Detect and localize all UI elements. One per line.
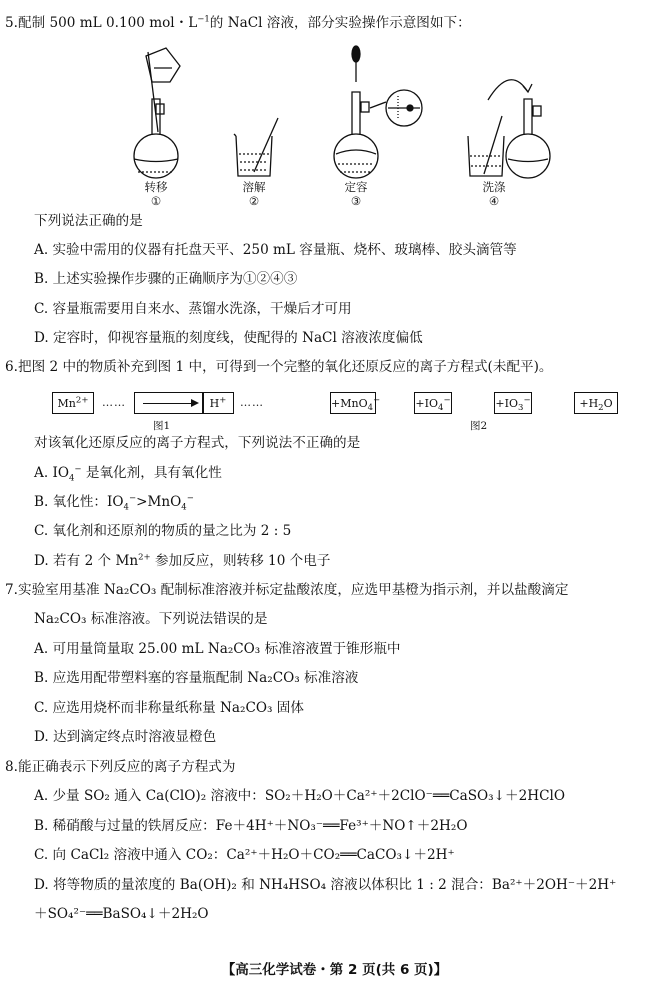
q8-option-c: C. 向 CaCl₂ 溶液中通入 CO₂：Ca²⁺＋H₂O＋CO₂══CaCO₃↓＋2H⁺ <box>34 847 455 863</box>
q6-option-c: C. 氧化剂和还原剂的物质的量之比为 2 : 5 <box>34 523 292 539</box>
q5-option-a: A. 实验中需用的仪器有托盘天平、250 mL 容量瓶、烧杯、玻璃棒、胶头滴管等 <box>34 242 517 258</box>
step4-label: 洗涤 ④ <box>482 180 506 208</box>
q7-option-b: B. 应选用配带塑料塞的容量瓶配制 Na₂CO₃ 标准溶液 <box>34 670 359 686</box>
q5-option-d: D. 定容时，仰视容量瓶的刻度线，使配得的 NaCl 溶液浓度偏低 <box>34 330 423 346</box>
q5-apparatus-illustration <box>118 44 568 194</box>
q6-option-d: D. 若有 2 个 $Mn^{2+}$ 参加反应，则转移 10 个电子 <box>34 552 331 569</box>
q6-stem: 6.把图 2 中的物质补充到图 1 中，可得到一个完整的氧化还原反应的离子方程式(未配平)。 <box>5 359 553 375</box>
q7-stem-line2: Na₂CO₃ 标准溶液。下列说法错误的是 <box>34 611 268 627</box>
q6-option-b: B. 氧化性：$IO_4^->MnO_4^-$ <box>34 493 194 513</box>
fig1-h-box: H+ <box>202 392 234 414</box>
step1-label: 转移 ① <box>144 180 168 208</box>
fig1-dots-1: …… <box>102 396 126 409</box>
q5-option-c: C. 容量瓶需要用自来水、蒸馏水洗涤，干燥后才可用 <box>34 301 352 317</box>
step3-label: 定容 ③ <box>344 180 368 208</box>
fig2-caption: 图2 <box>470 420 488 432</box>
q5-experiment-figure <box>118 44 568 214</box>
q6-option-a: A. $IO_4^-$ 是氧化剂，具有氧化性 <box>34 464 222 484</box>
q5-ask: 下列说法正确的是 <box>34 213 143 229</box>
q7-stem-line1: 7.实验室用基准 Na₂CO₃ 配制标准溶液并标定盐酸浓度，应选甲基橙为指示剂，并以盐酸滴定 <box>5 582 569 598</box>
fig2-h2o-box: $+H_2O$ <box>574 392 618 414</box>
q7-option-d: D. 达到滴定终点时溶液显橙色 <box>34 729 217 745</box>
arrow-head-icon <box>191 399 199 407</box>
q6-ask: 对该氧化还原反应的离子方程式，下列说法不正确的是 <box>34 435 361 451</box>
q7-option-c: C. 应选用烧杯而非称量纸称量 Na₂CO₃ 固体 <box>34 700 304 716</box>
wash-apparatus <box>468 80 550 178</box>
q8-stem: 8.能正确表示下列反应的离子方程式为 <box>5 759 236 775</box>
q8-option-d-continued: ＋SO₄²⁻══BaSO₄↓＋2H₂O <box>34 906 209 922</box>
q8-option-d: D. 将等物质的量浓度的 Ba(OH)₂ 和 NH₄HSO₄ 溶液以体积比 1 : 2 混合：Ba²⁺＋2OH⁻＋2H⁺ <box>34 877 617 893</box>
fig1-mn-box: $Mn^{2+}$ <box>52 392 94 414</box>
dissolve-apparatus <box>234 118 278 176</box>
fig2-io4-box: $+IO_4^-$ <box>414 392 452 414</box>
q8-option-b: B. 稀硝酸与过量的铁屑反应：Fe＋4H⁺＋NO₃⁻══Fe³⁺＋NO↑＋2H₂O <box>34 818 468 834</box>
q5-option-b: B. 上述实验操作步骤的正确顺序为①②④③ <box>34 271 298 287</box>
fig1-arrow-box <box>134 392 204 414</box>
reaction-arrow-icon <box>143 403 193 404</box>
fig1-caption: 图1 <box>153 420 171 432</box>
q7-option-a: A. 可用量筒量取 25.00 mL Na₂CO₃ 标准溶液置于锥形瓶中 <box>34 641 401 657</box>
fig1-dots-2: …… <box>240 396 264 409</box>
q8-option-a: A. 少量 SO₂ 通入 Ca(ClO)₂ 溶液中：SO₂＋H₂O＋Ca²⁺＋2ClO⁻══CaSO₃↓＋2HClO <box>34 788 565 804</box>
transfer-apparatus <box>134 48 180 178</box>
fig2-io3-box: $+IO_3^-$ <box>494 392 532 414</box>
step2-label: 溶解 ② <box>242 180 266 208</box>
page-footer: 【高三化学试卷・第 2 页(共 6 页)】 <box>221 962 448 978</box>
fix-volume-apparatus <box>334 46 422 178</box>
q5-stem: 5.配制 500 mL 0.100 mol・$L^{-1}$的 NaCl 溶液，部分实验操作示意图如下： <box>5 14 471 31</box>
fig2-mno4-box: +MnO$_4$− <box>330 392 376 414</box>
